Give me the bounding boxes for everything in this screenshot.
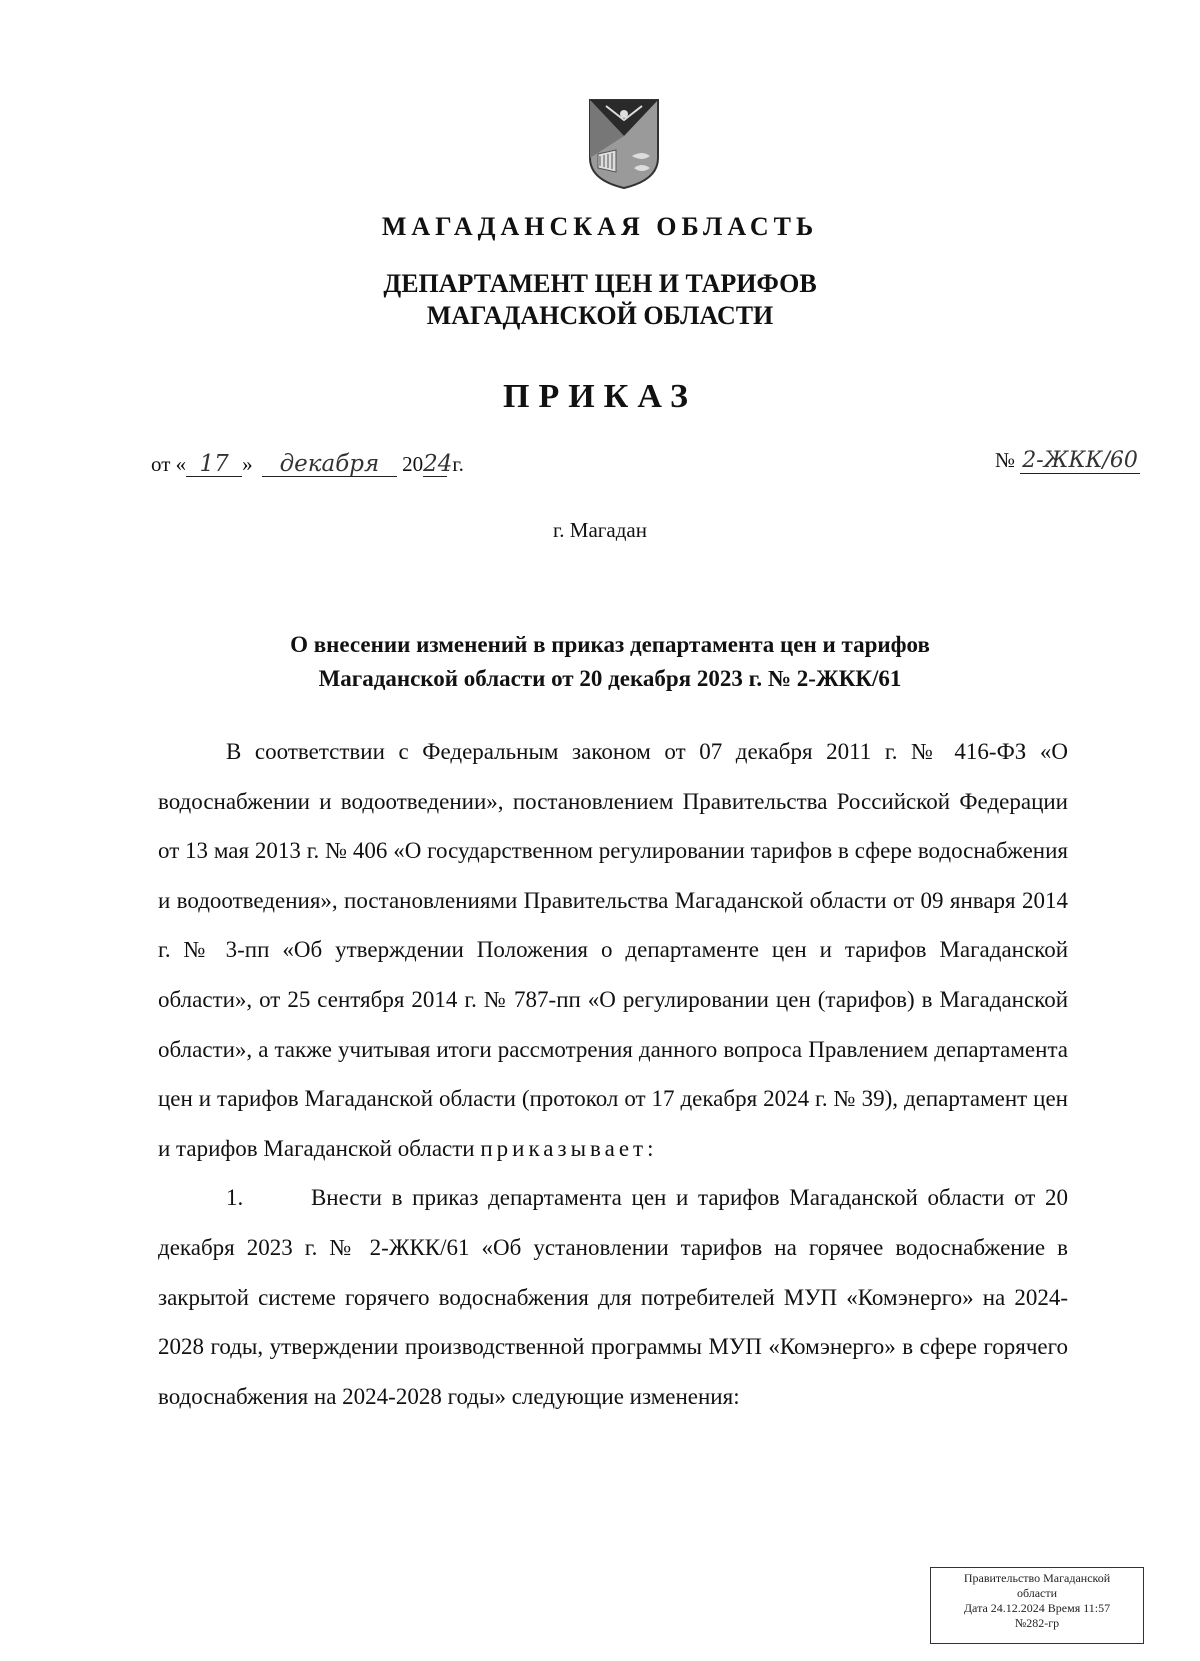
city-line: г. Магадан <box>553 518 647 542</box>
number-label: № <box>995 448 1016 472</box>
stamp-line-1: Правительство Магаданской <box>963 1571 1111 1585</box>
subject-line-1: О внесении изменений в приказ департамента цен и тарифов <box>290 632 930 657</box>
document-type-title: ПРИКАЗ <box>503 378 697 415</box>
subject-line-2: Магаданской области от 20 декабря 2023 г. № 2-ЖКК/61 <box>318 666 902 691</box>
registration-stamp <box>930 1567 1144 1644</box>
item-text: Внести в приказ департамента цен и тарифов Магаданской области от 20 декабря 2023 г. № 2-ЖКК/61 «Об установлении тарифов на горячее водоснабжение в закрытой системе горячего водоснабжения для потребителей МУП «Комэнерго» на 2024-2028 годы, утверждении производственной программы МУП «Комэнерго» в сфере горячего водоснабжения на 2024-2028 годы» следующие изменения: <box>158 1185 1069 1409</box>
order-date <box>151 452 464 477</box>
item-number: 1. <box>226 1185 244 1211</box>
stamp-line-4: №282-гр <box>1014 1616 1060 1630</box>
order-subject <box>150 628 1070 696</box>
year-prefix: 20 <box>402 452 424 476</box>
preamble-text: В соответствии с Федеральным законом от 07 декабря 2011 г. № 416-ФЗ «О водоснабжении и водоотведении», постановлением Правительства Российской Федерации от 13 мая 2013 г. № 406 «О государственном регулировании тарифов в сфере водоснабжения и водоотведения», постановлениями Правительства Магаданской области от 09 января 2014 г. № 3-пп «Об утверждении Положения о департаменте цен и тарифов Магаданской области», от 25 сентября 2014 г. № 787-пп «О регулировании цен (тарифов) в Магаданской области», а также учитывая итоги рассмотрения данного вопроса Правлением департамента цен и тарифов Магаданской области (протокол от 17 декабря 2024 г. № 39), департамент цен и тарифов Магаданской области <box>158 739 1068 1161</box>
stamp-line-3: Дата 24.12.2024 Время 11:57 <box>963 1601 1111 1615</box>
coat-of-arms-icon <box>586 96 662 190</box>
department-line-1: ДЕПАРТАМЕНТ ЦЕН И ТАРИФОВ <box>383 269 817 298</box>
department-line-2: МАГАДАНСКОЙ ОБЛАСТИ <box>426 301 774 330</box>
date-mid: » <box>242 452 253 476</box>
handwritten-year: 24 <box>423 451 453 477</box>
department-title <box>0 268 1200 332</box>
region-title: МАГАДАНСКАЯ ОБЛАСТЬ <box>381 212 819 241</box>
handwritten-day: 17 <box>186 452 242 477</box>
order-item-1 <box>158 1173 1068 1421</box>
handwritten-number: 2-ЖКК/60 <box>1022 448 1138 473</box>
order-body <box>158 727 1068 1421</box>
handwritten-month: декабря <box>262 452 397 477</box>
date-suffix: г. <box>452 452 464 476</box>
order-number <box>995 448 1140 474</box>
stamp-line-2: области <box>1016 1586 1058 1600</box>
date-prefix: от « <box>151 452 187 476</box>
preamble-paragraph <box>158 727 1068 1173</box>
order-verb: приказывает: <box>480 1135 658 1161</box>
